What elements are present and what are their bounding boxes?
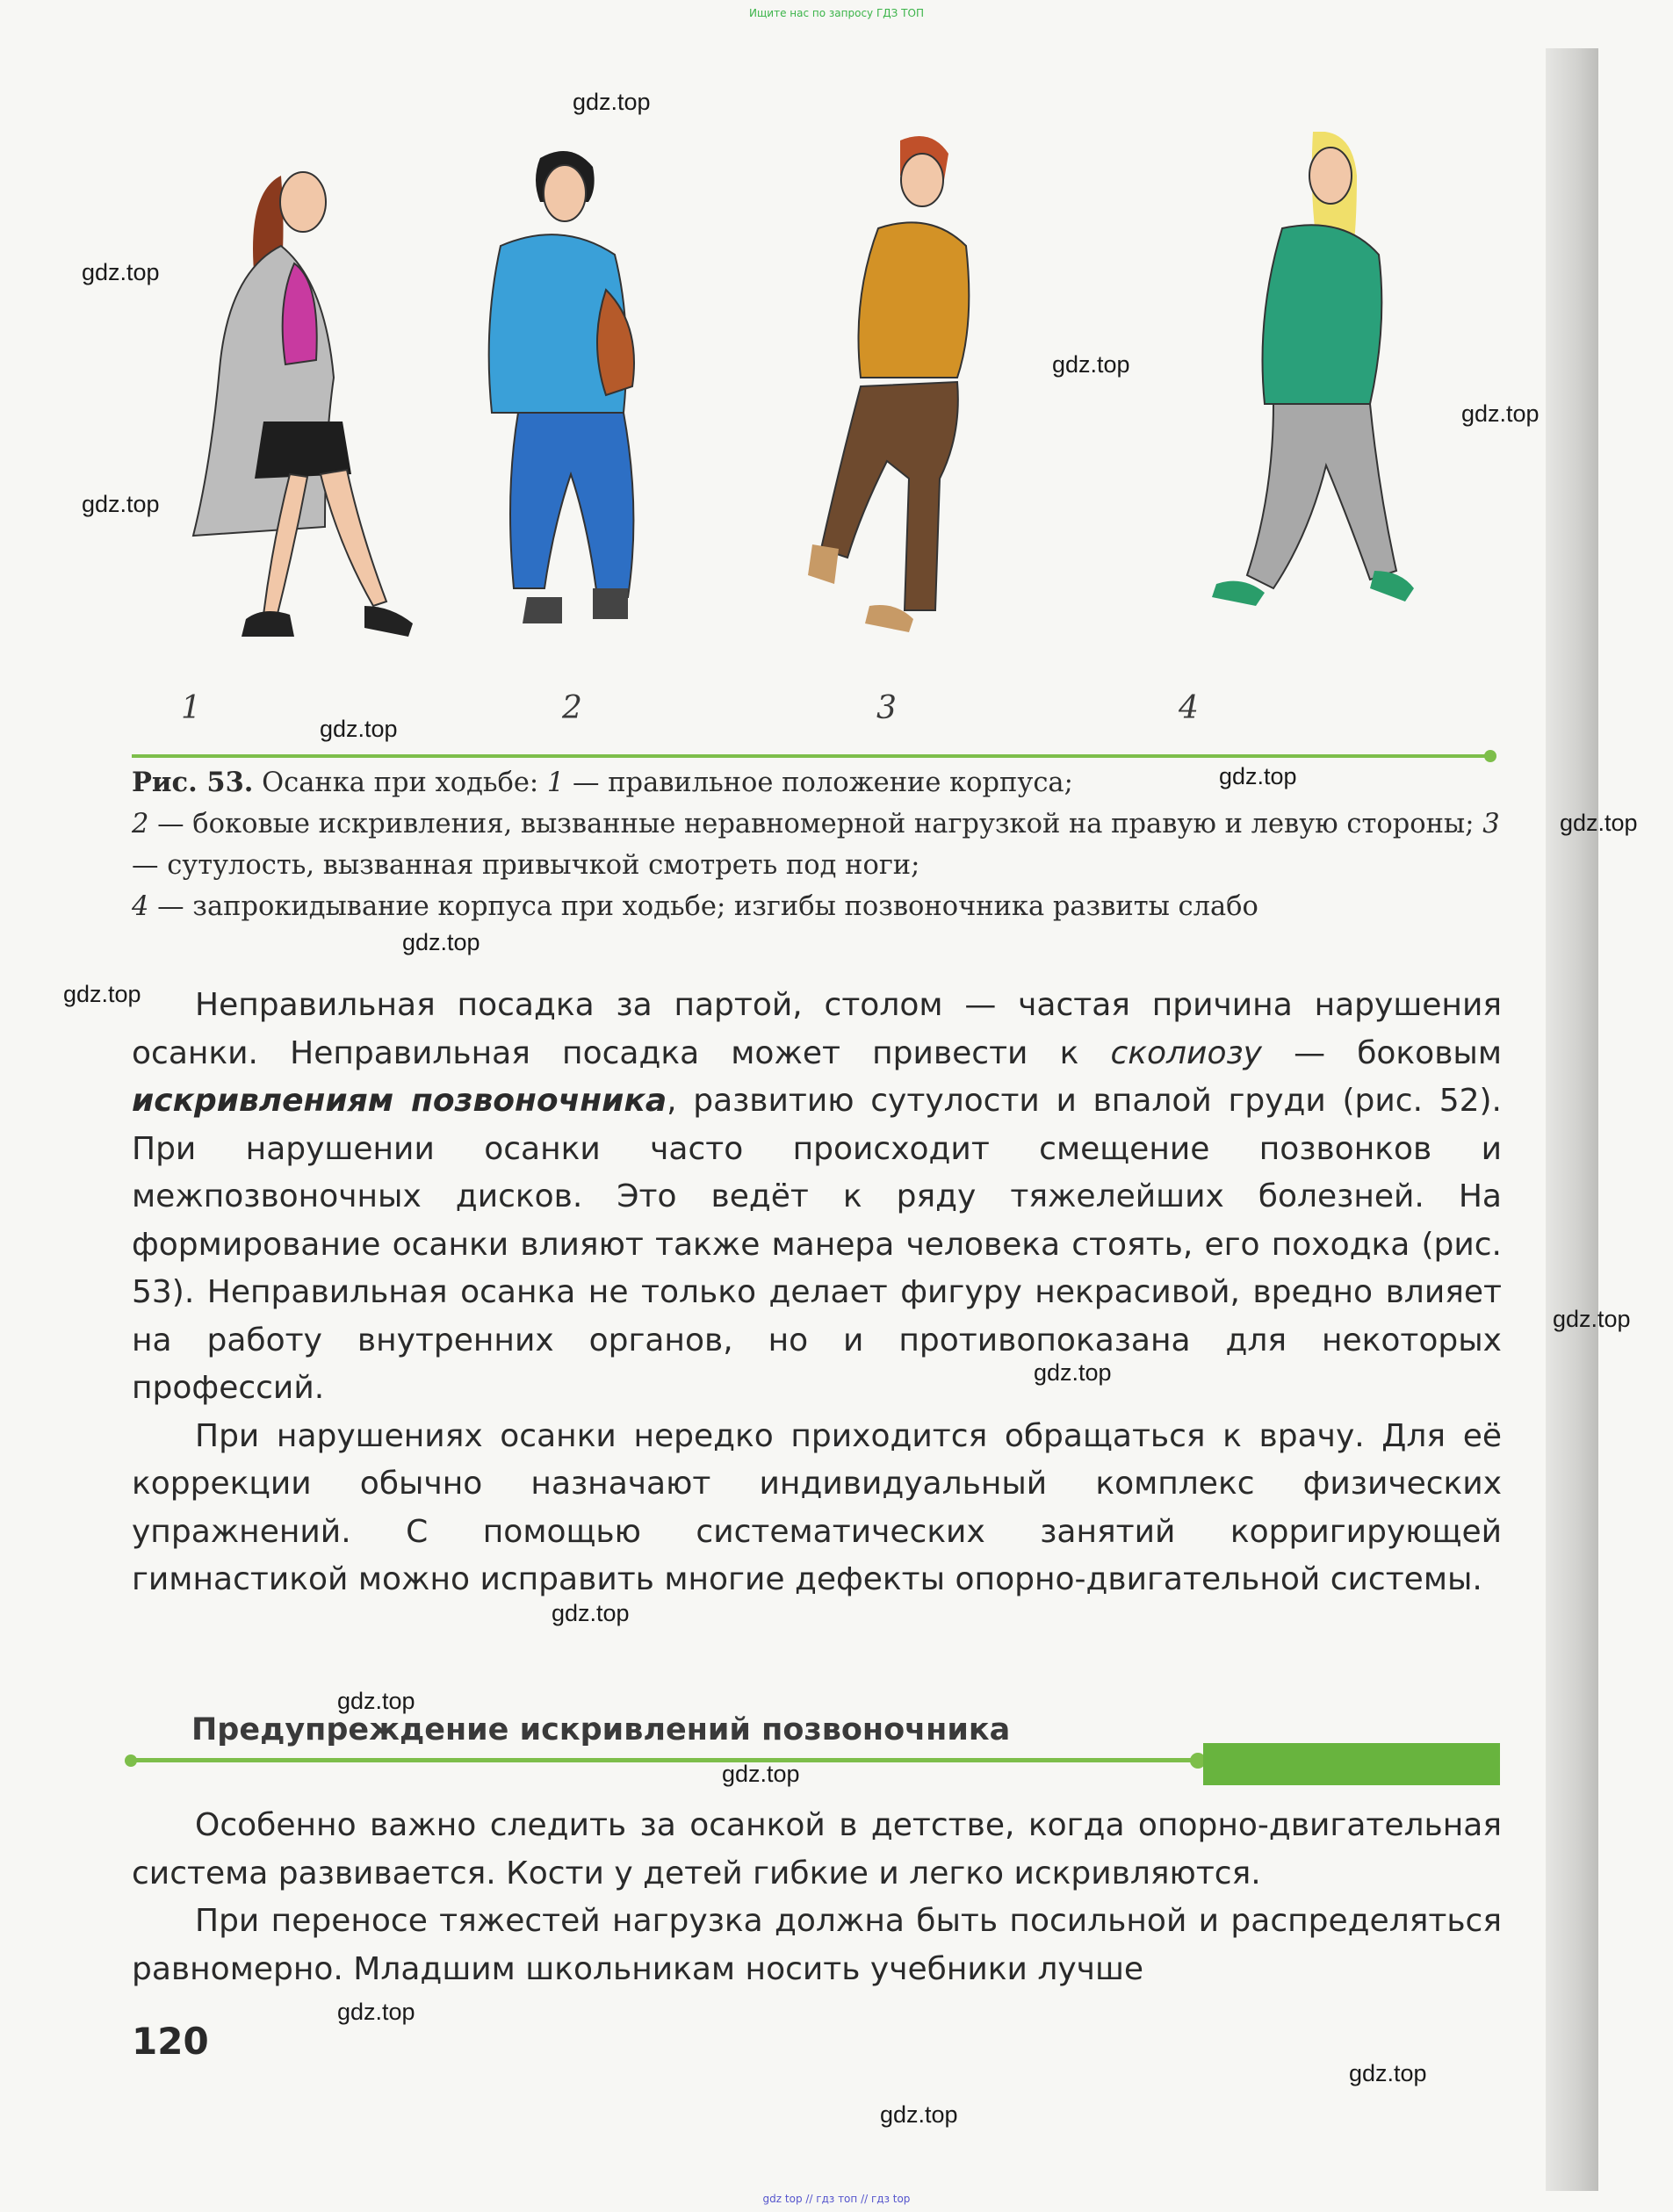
watermark: gdz.top [880,2101,958,2128]
heading-divider-dot-left [125,1754,137,1767]
key-term: искривлениям позвоночника [132,1083,667,1119]
main-text-block [132,982,1502,1604]
watermark: gdz.top [337,1999,415,2025]
watermark: gdz.top [402,929,480,955]
caption-label: Рис. 53. [132,767,254,798]
watermark: gdz.top [337,1688,415,1714]
header-note: Ищите нас по запросу ГДЗ ТОП [749,7,924,19]
figure-walker-4 [1212,132,1414,606]
paragraph-childhood: Особенно важно следить за осанкой в детстве, когда опорно-двигательная система развивается. Кости у детей гибкие и легко искривляются. [132,1807,1502,1891]
caption-item-text: — сутулость, вызванная привычкой смотреть под ноги; [132,850,920,881]
watermark: gdz.top [82,259,160,285]
watermark: gdz.top [1461,400,1540,427]
watermark: gdz.top [573,89,651,115]
paragraph-text: Неправильная посадка за партой, столом — частая причина нарушения осанки. Неправильная посадка может привести к [132,987,1502,1071]
italic-term: сколиозу [1110,1034,1262,1071]
paragraph-posture [132,982,1502,1413]
watermark: gdz.top [320,716,398,742]
watermark: gdz.top [1560,810,1638,836]
caption-text: Осанка при ходьбе: [262,767,539,798]
footer-note: gdz top // гдз топ // гдз top [762,2193,911,2205]
paragraph-text: , развитию сутулости и впалой груди (рис. 52). При нарушении осанки часто происходит смещение позвонков и межпозвоночных дисков. Это ведёт к ряду тяжелейших болезней. На формирование осанки влияют также манера человека стоять, его походка (рис. 53). Неправильная осанка не только делает фигуру некрасивой, вредно влияет на работу внутренних органов, но и противопоказана для некоторых профессий. [132,1083,1502,1406]
page-edge-shadow [1546,48,1598,2191]
caption-item-num: 2 [132,809,149,839]
figure-label-2: 2 [562,690,582,726]
figure-label-3: 3 [876,690,897,726]
watermark: gdz.top [82,491,160,517]
caption-item-num: 1 [546,767,565,798]
watermark: gdz.top [1553,1306,1631,1332]
watermark: gdz.top [1034,1359,1112,1386]
page-number: 120 [132,2020,209,2063]
prevention-text-block [132,1802,1502,1993]
caption-item-text: — правильное положение корпуса; [573,767,1073,798]
figure-label-4: 4 [1179,690,1199,726]
figure-walker-1 [193,172,413,637]
paragraph-correction: При нарушениях осанки нередко приходится обращаться к врачу. Для её коррекции обычно назначают индивидуальный комплекс физических упражнений. С помощью систематических занятий корригирующей гимнастикой можно исправить многие дефекты опорно-двигательной системы. [132,1417,1502,1597]
paragraph-text: — боковым [1261,1034,1503,1071]
watermark: gdz.top [1349,2060,1427,2086]
section-heading: Предупреждение искривлений позвоночника [191,1712,1011,1747]
watermark: gdz.top [1052,351,1130,378]
heading-green-band [1203,1743,1500,1785]
heading-divider [132,1758,1199,1762]
figure-53-illustration [149,132,1519,746]
caption-item-num: 3 [1482,809,1500,839]
paragraph-weights: При переносе тяжестей нагрузка должна быть посильной и распределяться равномерно. Младшим школьникам носить учебники лучше [132,1903,1502,1987]
watermark: gdz.top [63,981,141,1007]
caption-item-num: 4 [132,891,149,922]
watermark: gdz.top [1219,763,1297,789]
figure-walker-3 [808,136,969,632]
figure-walker-2 [489,151,634,623]
caption-item-text: — запрокидывание корпуса при ходьбе; изгибы позвоночника развиты слабо [157,891,1258,922]
watermark: gdz.top [722,1761,800,1787]
figure-label-1: 1 [181,690,201,726]
caption-divider [132,754,1491,758]
watermark: gdz.top [552,1600,630,1626]
caption-item-text: — боковые искривления, вызванные неравномерной нагрузкой на правую и левую стороны; [157,809,1475,839]
caption-divider-dot [1484,750,1496,762]
